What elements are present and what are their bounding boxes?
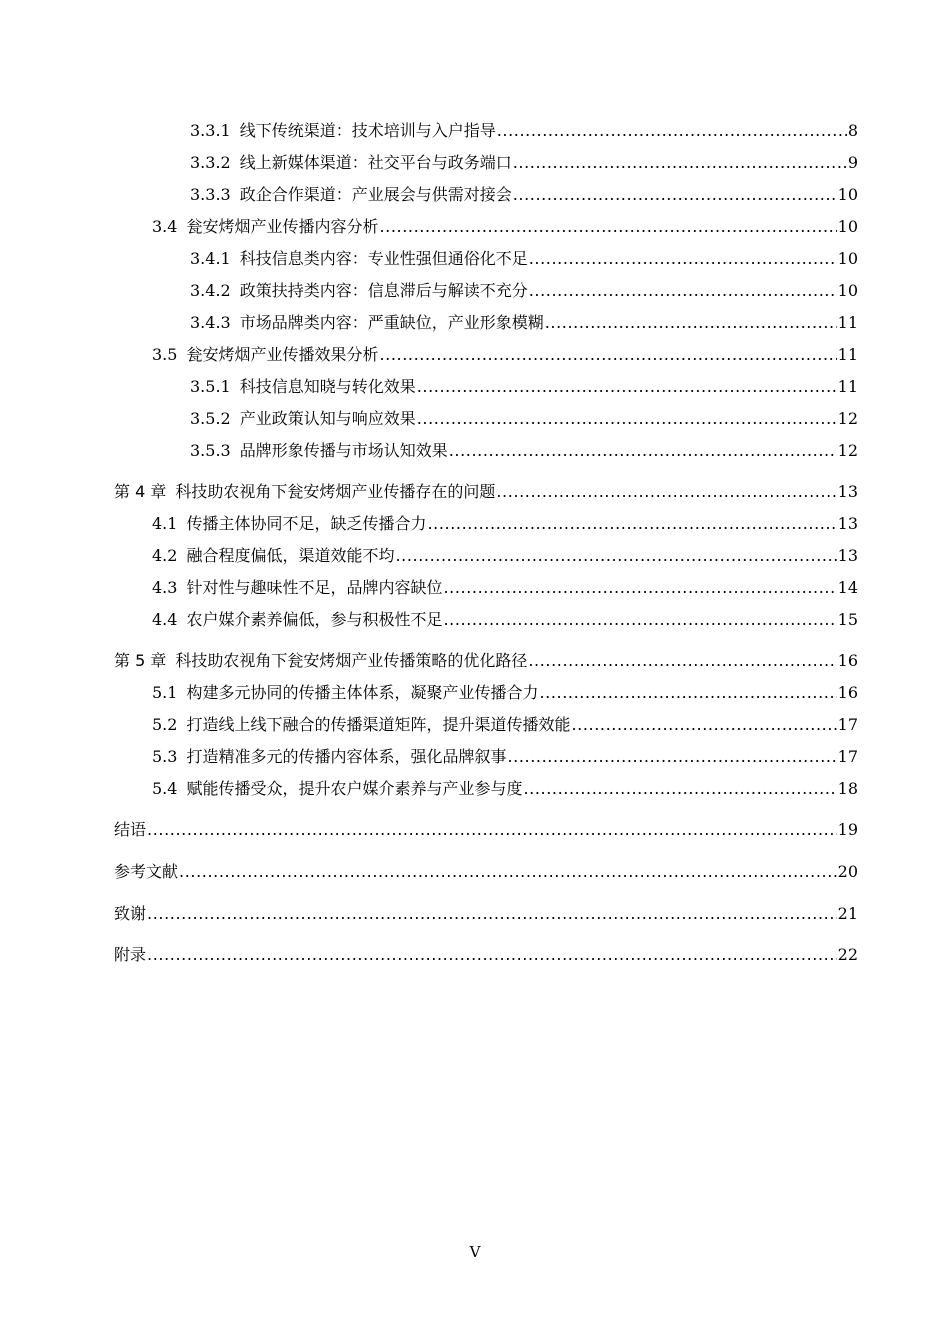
toc-entry[interactable] (190, 121, 858, 141)
toc-entry[interactable] (152, 514, 858, 534)
toc-entry-page: 14 (837, 578, 858, 597)
toc-entry-number: 4.2 (152, 546, 178, 565)
toc-entry-number: 3.3.1 (190, 121, 231, 140)
toc-entry-title: 传播主体协同不足，缺乏传播合力 (186, 514, 427, 533)
toc-entry-number: 3.5.3 (190, 441, 231, 460)
toc-dot-leader (496, 482, 836, 502)
toc-entry-chapter[interactable] (114, 820, 858, 840)
toc-entry-title: 科技信息知晓与转化效果 (239, 377, 416, 396)
toc-entry-number: 4.1 (152, 514, 178, 533)
toc-entry-title: 瓮安烤烟产业传播内容分析 (186, 217, 379, 236)
toc-entry[interactable] (190, 313, 858, 333)
toc-entry-page: 10 (837, 185, 858, 204)
toc-entry-title: 参考文献 (114, 862, 179, 881)
toc-entry-page: 12 (837, 441, 858, 460)
toc-entry-number: 3.5 (152, 345, 178, 364)
toc-entry-number: 3.3.3 (190, 185, 231, 204)
toc-entry-number: 3.4.2 (190, 281, 231, 300)
toc-entry-number: 5.4 (152, 779, 178, 798)
toc-entry-title: 赋能传播受众，提升农户媒介素养与产业参与度 (186, 779, 523, 798)
toc-entry-chapter[interactable] (114, 482, 858, 502)
page-number: V (469, 1243, 481, 1261)
toc-entry-title: 线下传统渠道：技术培训与入户指导 (239, 121, 496, 140)
toc-entry-title: 科技信息类内容：专业性强但通俗化不足 (239, 249, 528, 268)
toc-entry-number: 5.1 (152, 683, 178, 702)
toc-entry-number: 4.4 (152, 610, 178, 629)
toc-entry-page: 16 (837, 683, 858, 702)
toc-dot-leader (513, 153, 847, 173)
toc-entry-title: 品牌形象传播与市场认知效果 (239, 441, 448, 460)
toc-entry-number: 4.3 (152, 578, 178, 597)
toc-entry-title: 政企合作渠道：产业展会与供需对接会 (239, 185, 512, 204)
toc-entry[interactable] (190, 249, 858, 269)
toc-dot-leader (443, 610, 836, 630)
toc-entry-page: 11 (837, 377, 858, 396)
toc-entry[interactable] (152, 779, 858, 799)
toc-entry-title: 农户媒介素养偏低，参与积极性不足 (186, 610, 443, 629)
toc-dot-leader (513, 185, 837, 205)
toc-dot-leader (529, 281, 837, 301)
toc-entry[interactable] (152, 217, 858, 237)
toc-dot-leader (545, 313, 837, 333)
toc-entry-number: 第 5 章 (114, 651, 167, 670)
toc-entry-title: 线上新媒体渠道：社交平台与政务端口 (239, 153, 512, 172)
toc-entry-title: 针对性与趣味性不足，品牌内容缺位 (186, 578, 443, 597)
toc-dot-leader (147, 904, 837, 924)
toc-entry[interactable] (152, 345, 858, 365)
toc-entry-number: 3.5.2 (190, 409, 231, 428)
toc-dot-leader (417, 409, 837, 429)
toc-entry-page: 17 (837, 715, 858, 734)
toc-entry-page: 19 (837, 820, 858, 839)
toc-entry-title: 附录 (114, 945, 147, 964)
toc-entry[interactable] (190, 377, 858, 397)
toc-entry[interactable] (190, 185, 858, 205)
toc-entry-title: 构建多元协同的传播主体体系，凝聚产业传播合力 (186, 683, 539, 702)
toc-dot-leader (379, 345, 836, 365)
toc-dot-leader (507, 747, 836, 767)
toc-entry[interactable] (152, 747, 858, 767)
toc-dot-leader (379, 217, 836, 237)
toc-dot-leader (417, 377, 837, 397)
toc-dot-leader (395, 546, 836, 566)
toc-entry-chapter[interactable] (114, 862, 858, 882)
toc-entry-title: 政策扶持类内容：信息滞后与解读不充分 (239, 281, 528, 300)
toc-entry[interactable] (190, 153, 858, 173)
toc-dot-leader (539, 683, 836, 703)
toc-dot-leader (571, 715, 836, 735)
toc-entry[interactable] (152, 578, 858, 598)
toc-dot-leader (497, 121, 847, 141)
toc-entry-title: 融合程度偏低，渠道效能不均 (186, 546, 395, 565)
toc-entry-page: 16 (837, 651, 858, 670)
toc-entry-page: 22 (837, 945, 858, 964)
toc-entry[interactable] (190, 281, 858, 301)
toc-dot-leader (523, 779, 836, 799)
toc-entry-title: 致谢 (114, 904, 147, 923)
toc-dot-leader (427, 514, 836, 534)
toc-entry-page: 13 (837, 482, 858, 501)
toc-entry-page: 10 (837, 249, 858, 268)
toc-entry-page: 10 (837, 217, 858, 236)
toc-entry-chapter[interactable] (114, 945, 858, 965)
toc-entry-chapter[interactable] (114, 904, 858, 924)
toc-entry-title: 打造精准多元的传播内容体系，强化品牌叙事 (186, 747, 507, 766)
toc-entry[interactable] (152, 683, 858, 703)
toc-entry[interactable] (152, 546, 858, 566)
toc-dot-leader (147, 820, 837, 840)
toc-entry[interactable] (190, 441, 858, 461)
toc-entry-title: 产业政策认知与响应效果 (239, 409, 416, 428)
toc-dot-leader (179, 862, 837, 882)
toc-entry-number: 3.3.2 (190, 153, 231, 172)
toc-entry-page: 12 (837, 409, 858, 428)
toc-entry-title: 打造线上线下融合的传播渠道矩阵，提升渠道传播效能 (186, 715, 571, 734)
toc-entry-page: 13 (837, 546, 858, 565)
toc-entry-chapter[interactable] (114, 651, 858, 671)
toc-entry-page: 21 (837, 904, 858, 923)
toc-dot-leader (443, 578, 836, 598)
toc-entry-number: 5.2 (152, 715, 178, 734)
toc-entry-page: 8 (847, 121, 858, 140)
toc-entry[interactable] (152, 610, 858, 630)
toc-entry-page: 10 (837, 281, 858, 300)
toc-entry-number: 5.3 (152, 747, 178, 766)
toc-entry-number: 3.4 (152, 217, 178, 236)
toc-dot-leader (449, 441, 837, 461)
toc-dot-leader (528, 651, 836, 671)
toc-entry-title: 科技助农视角下瓮安烤烟产业传播策略的优化路径 (175, 651, 528, 670)
toc-entry-page: 17 (837, 747, 858, 766)
toc-entry-number: 3.5.1 (190, 377, 231, 396)
toc-entry-title: 市场品牌类内容：严重缺位，产业形象模糊 (239, 313, 544, 332)
toc-dot-leader (529, 249, 837, 269)
toc-entry-page: 15 (837, 610, 858, 629)
toc-entry-title: 科技助农视角下瓮安烤烟产业传播存在的问题 (175, 482, 496, 501)
toc-entry-title: 瓮安烤烟产业传播效果分析 (186, 345, 379, 364)
toc-entry-title: 结语 (114, 820, 147, 839)
toc-entry-page: 13 (837, 514, 858, 533)
toc-dot-leader (147, 945, 837, 965)
toc-entry-page: 11 (837, 313, 858, 332)
toc-entry[interactable] (190, 409, 858, 429)
toc-entry-number: 3.4.1 (190, 249, 231, 268)
toc-entry-number: 第 4 章 (114, 482, 167, 501)
toc-entry-page: 20 (837, 862, 858, 881)
toc-entry-number: 3.4.3 (190, 313, 231, 332)
toc-entry-page: 11 (837, 345, 858, 364)
toc-entry-page: 9 (847, 153, 858, 172)
toc-entry-page: 18 (837, 779, 858, 798)
toc-entry[interactable] (152, 715, 858, 735)
